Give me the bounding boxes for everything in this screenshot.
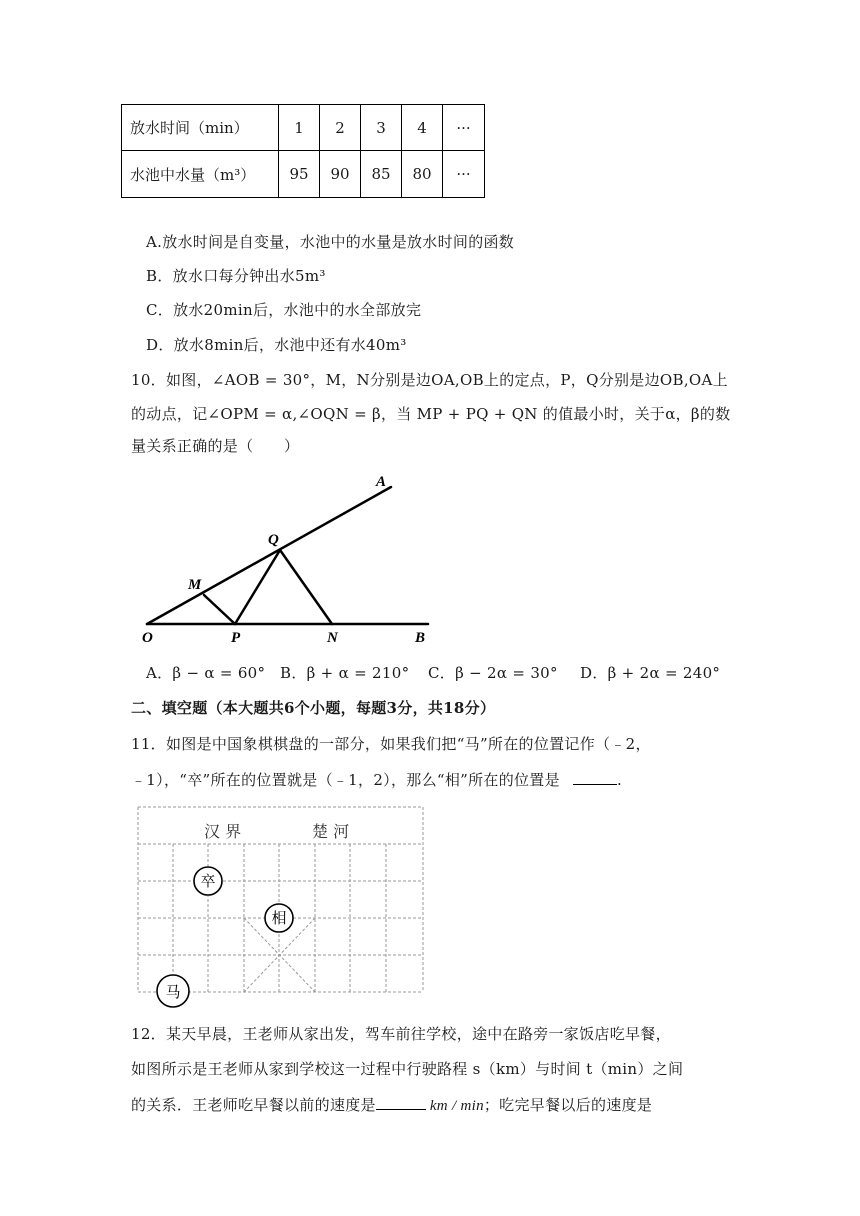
q10-option-b: B．β + α = 210° xyxy=(280,664,410,682)
q9-option-b: B．放水口每分钟出水5m³ xyxy=(146,267,326,285)
table-cell: 95 xyxy=(279,151,320,198)
label-b: B xyxy=(415,630,426,646)
table-cell: 1 xyxy=(279,105,320,151)
table-cell: ··· xyxy=(443,151,485,198)
q12-line3 xyxy=(131,1093,652,1116)
q12-line1: 12．某天早晨，王老师从家出发，驾车前往学校，途中在路旁一家饭店吃早餐， xyxy=(131,1025,671,1043)
label-n: N xyxy=(327,630,338,646)
q11-line2-end: . xyxy=(617,771,623,789)
table-cell: 80 xyxy=(402,151,443,198)
label-m: M xyxy=(188,577,202,593)
ray-oa xyxy=(147,487,391,624)
table-header-time: 放水时间（min） xyxy=(122,105,279,151)
section-title: 二、填空题（本大题共6个小题，每题3分，共18分） xyxy=(131,699,496,717)
table-cell: ··· xyxy=(443,105,485,151)
label-o: O xyxy=(142,630,153,646)
table-cell: 85 xyxy=(361,151,402,198)
segment-qn xyxy=(280,550,332,624)
q9-option-d: D．放水8min后，水池中还有水40m³ xyxy=(146,336,407,354)
q10-option-a: A．β − α = 60° xyxy=(146,664,266,682)
q9-option-a: A.放水时间是自变量，水池中的水量是放水时间的函数 xyxy=(146,233,515,251)
table-cell: 90 xyxy=(320,151,361,198)
q10-line2: 的动点，记∠OPM = α,∠OQN = β，当 MP + PQ + QN 的值最小时，关于α，β的数 xyxy=(131,405,731,423)
board-text-chu: 楚 河 xyxy=(312,822,350,841)
table-cell: 4 xyxy=(402,105,443,151)
water-table xyxy=(121,104,485,198)
table-header-volume: 水池中水量（m³） xyxy=(122,151,279,198)
board-text-han: 汉 界 xyxy=(204,822,242,841)
q12-line3-text: 的关系．王老师吃早餐以前的速度是 xyxy=(131,1096,376,1114)
q12-answer-blank xyxy=(376,1093,426,1110)
q12-line3-text-b: ；吃完早餐以后的速度是 xyxy=(483,1096,653,1114)
angle-figure xyxy=(130,470,450,650)
segment-mp xyxy=(204,595,235,624)
q11-line2-text: ﹣1），“卒”所在的位置就是（﹣1，2），那么“相”所在的位置是 xyxy=(131,771,560,789)
label-p: P xyxy=(231,630,241,646)
table-row xyxy=(122,105,485,151)
piece-zu-label: 卒 xyxy=(200,872,216,890)
table-cell: 3 xyxy=(361,105,402,151)
q10-line3: 量关系正确的是（ ） xyxy=(131,437,300,455)
q10-option-c: C．β − 2α = 30° xyxy=(428,664,558,682)
label-q: Q xyxy=(268,532,279,548)
q10-option-d: D．β + 2α = 240° xyxy=(580,664,721,682)
q11-line1: 11．如图是中国象棋棋盘的一部分，如果我们把“马”所在的位置记作（﹣2， xyxy=(131,735,651,753)
label-a: A xyxy=(376,474,387,490)
q9-option-c: C．放水20min后，水池中的水全部放完 xyxy=(146,301,422,319)
chess-board-figure xyxy=(134,804,428,1008)
q10-line1: 10．如图，∠AOB = 30°，M，N分别是边OA,OB上的定点，P，Q分别是边OB,OA上 xyxy=(131,371,728,389)
q11-line2 xyxy=(131,768,622,790)
q12-line2: 如图所示是王老师从家到学校这一过程中行驶路程 s（km）与时间 t（min）之间 xyxy=(131,1060,684,1078)
piece-xiang-label: 相 xyxy=(271,909,287,927)
q12-unit: km / min xyxy=(429,1098,484,1114)
q11-answer-blank xyxy=(573,768,617,785)
piece-ma-label: 马 xyxy=(165,983,181,1001)
table-row xyxy=(122,151,485,198)
table-cell: 2 xyxy=(320,105,361,151)
